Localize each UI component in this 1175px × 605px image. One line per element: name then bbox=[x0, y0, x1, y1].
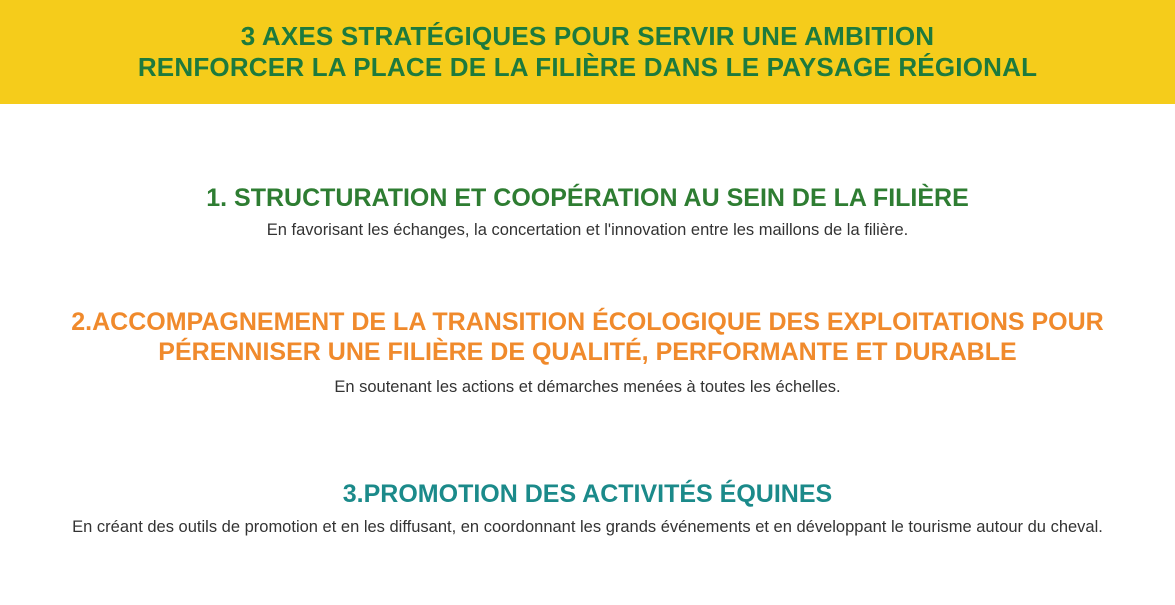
axis-block-2 bbox=[0, 307, 1175, 398]
axis-block-1 bbox=[0, 183, 1175, 241]
axis-2-title: 2.ACCOMPAGNEMENT DE LA TRANSITION ÉCOLOGIQUE DES EXPLOITATIONS POUR PÉRENNISER UNE FILIÈRE DE QUALITÉ, PERFORMANTE ET DURABLE bbox=[71, 308, 1104, 366]
axis-3-title: 3.PROMOTION DES ACTIVITÉS ÉQUINES bbox=[342, 480, 833, 508]
axis-2-description: En soutenant les actions et démarches menées à toutes les échelles. bbox=[334, 378, 841, 396]
axis-3-description: En créant des outils de promotion et en les diffusant, en coordonnant les grands événements et en développant le tourisme autour du cheval. bbox=[72, 518, 1103, 536]
banner-title-line-2: RENFORCER LA PLACE DE LA FILIÈRE DANS LE PAYSAGE RÉGIONAL bbox=[137, 52, 1038, 82]
axis-1-title: 1. STRUCTURATION ET COOPÉRATION AU SEIN DE LA FILIÈRE bbox=[206, 184, 969, 212]
axis-block-3 bbox=[0, 479, 1175, 538]
axis-1-description: En favorisant les échanges, la concertation et l'innovation entre les maillons de la filière. bbox=[266, 221, 909, 239]
axes-content bbox=[0, 104, 1175, 605]
banner-title-line-1: 3 AXES STRATÉGIQUES POUR SERVIR UNE AMBITION bbox=[240, 21, 935, 52]
header-banner bbox=[0, 0, 1175, 104]
